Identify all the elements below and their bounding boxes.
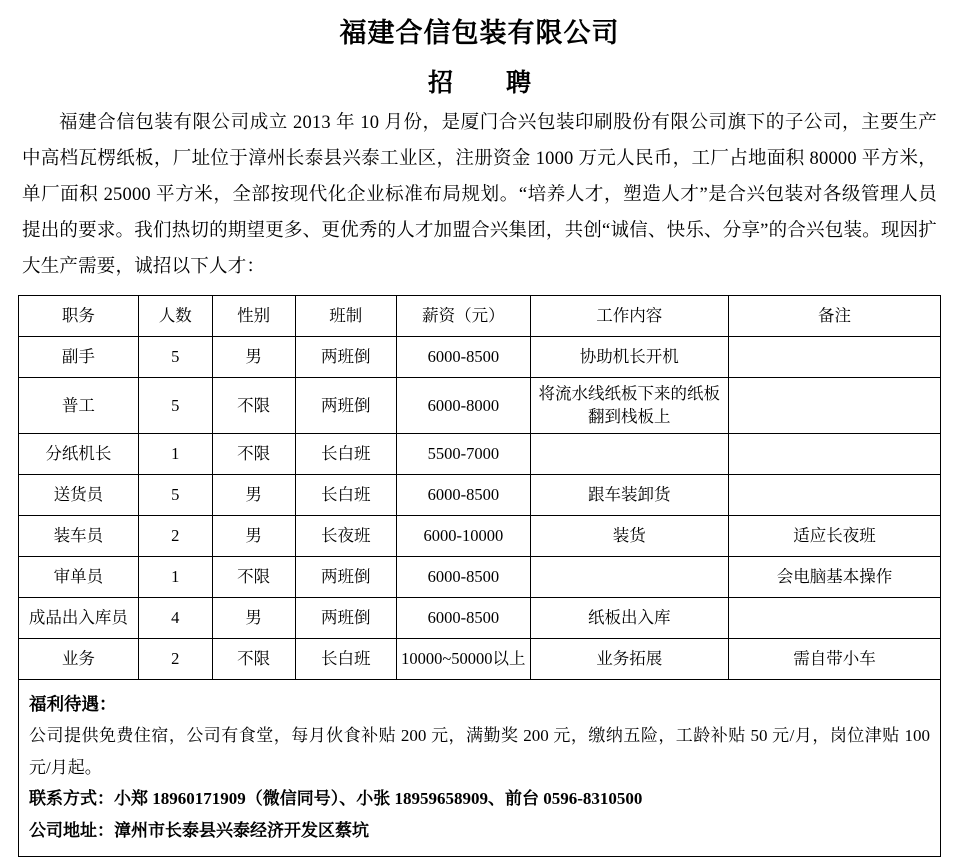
address-value: 漳州市长泰县兴泰经济开发区蔡坑 (114, 820, 369, 840)
column-header-shift: 班制 (295, 296, 396, 337)
table-row (19, 378, 941, 434)
cell-count: 2 (138, 515, 212, 556)
cell-shift: 长白班 (295, 433, 396, 474)
footer-section (18, 680, 941, 857)
table-row (19, 597, 941, 638)
cell-salary: 6000-8500 (396, 556, 530, 597)
cell-content (530, 556, 728, 597)
intro-paragraph: 福建合信包装有限公司成立 2013 年 10 月份，是厦门合兴包装印刷股份有限公司旗下的子公司，主要生产中高档瓦楞纸板，厂址位于漳州长泰县兴泰工业区，注册资金 1000 万元人民币，工厂占地面积 80000 平方米，单厂面积 25000 平方米，全部按现代化企业标准布局规划。“培养人才，塑造人才”是合兴包装对各级管理人员提出的要求。我们热切的期望更多、更优秀的人才加盟合兴集团，共创“诚信、快乐、分享”的合兴包装。现因扩大生产需要，诚招以下人才： (22, 113, 937, 278)
cell-post: 审单员 (19, 556, 139, 597)
cell-content: 纸板出入库 (530, 597, 728, 638)
cell-gender: 不限 (212, 556, 295, 597)
cell-gender: 男 (212, 597, 295, 638)
cell-shift: 两班倒 (295, 337, 396, 378)
cell-remark (728, 378, 940, 434)
cell-post: 副手 (19, 337, 139, 378)
column-header-gender: 性别 (212, 296, 295, 337)
cell-salary: 6000-10000 (396, 515, 530, 556)
cell-count: 1 (138, 433, 212, 474)
cell-count: 4 (138, 597, 212, 638)
cell-content: 装货 (530, 515, 728, 556)
contact-line (29, 783, 930, 814)
cell-remark (728, 597, 940, 638)
jobs-table (18, 295, 941, 680)
cell-gender: 男 (212, 515, 295, 556)
cell-post: 普工 (19, 378, 139, 434)
cell-content: 业务拓展 (530, 638, 728, 679)
column-header-remark: 备注 (728, 296, 940, 337)
address-label: 公司地址： (29, 820, 114, 840)
cell-shift: 两班倒 (295, 378, 396, 434)
page-subtitle: 招 聘 (427, 70, 545, 98)
contact-value: 小郑 18960171909（微信同号）、小张 18959658909、前台 0596-8310500 (114, 789, 643, 809)
cell-count: 5 (138, 378, 212, 434)
cell-salary: 5500-7000 (396, 433, 530, 474)
cell-content: 协助机长开机 (530, 337, 728, 378)
cell-content: 跟车装卸货 (530, 474, 728, 515)
contact-label: 联系方式： (29, 789, 114, 809)
table-row (19, 474, 941, 515)
cell-shift: 两班倒 (295, 556, 396, 597)
cell-remark (728, 433, 940, 474)
cell-post: 分纸机长 (19, 433, 139, 474)
table-header (19, 296, 941, 337)
column-header-content: 工作内容 (530, 296, 728, 337)
cell-gender: 男 (212, 337, 295, 378)
cell-remark: 适应长夜班 (728, 515, 940, 556)
cell-remark (728, 337, 940, 378)
cell-count: 2 (138, 638, 212, 679)
cell-gender: 男 (212, 474, 295, 515)
page-title: 福建合信包装有限公司 (339, 18, 620, 48)
cell-remark: 需自带小车 (728, 638, 940, 679)
column-header-post: 职务 (19, 296, 139, 337)
cell-salary: 6000-8000 (396, 378, 530, 434)
benefits-text: 公司提供免费住宿，公司有食堂，每月伙食补贴 200 元，满勤奖 200 元，缴纳五险，工龄补贴 50 元/月，岗位津贴 100 元/月起。 (29, 726, 930, 777)
table-row (19, 556, 941, 597)
cell-post: 送货员 (19, 474, 139, 515)
cell-shift: 长白班 (295, 638, 396, 679)
cell-remark (728, 474, 940, 515)
cell-post: 成品出入库员 (19, 597, 139, 638)
cell-count: 5 (138, 337, 212, 378)
benefits-title: 福利待遇： (29, 693, 117, 714)
cell-count: 5 (138, 474, 212, 515)
table-header-row (19, 296, 941, 337)
cell-shift: 长夜班 (295, 515, 396, 556)
cell-salary: 10000~50000以上 (396, 638, 530, 679)
cell-content: 将流水线纸板下来的纸板翻到栈板上 (530, 378, 728, 434)
cell-salary: 6000-8500 (396, 597, 530, 638)
cell-post: 业务 (19, 638, 139, 679)
table-row (19, 638, 941, 679)
cell-salary: 6000-8500 (396, 337, 530, 378)
table-row (19, 433, 941, 474)
cell-salary: 6000-8500 (396, 474, 530, 515)
column-header-salary: 薪资（元） (396, 296, 530, 337)
table-row (19, 515, 941, 556)
table-body (19, 337, 941, 680)
cell-gender: 不限 (212, 378, 295, 434)
cell-post: 装车员 (19, 515, 139, 556)
address-line (29, 815, 930, 846)
cell-shift: 两班倒 (295, 597, 396, 638)
cell-gender: 不限 (212, 638, 295, 679)
cell-remark: 会电脑基本操作 (728, 556, 940, 597)
column-header-count: 人数 (138, 296, 212, 337)
cell-gender: 不限 (212, 433, 295, 474)
table-row (19, 337, 941, 378)
cell-count: 1 (138, 556, 212, 597)
cell-shift: 长白班 (295, 474, 396, 515)
cell-content (530, 433, 728, 474)
